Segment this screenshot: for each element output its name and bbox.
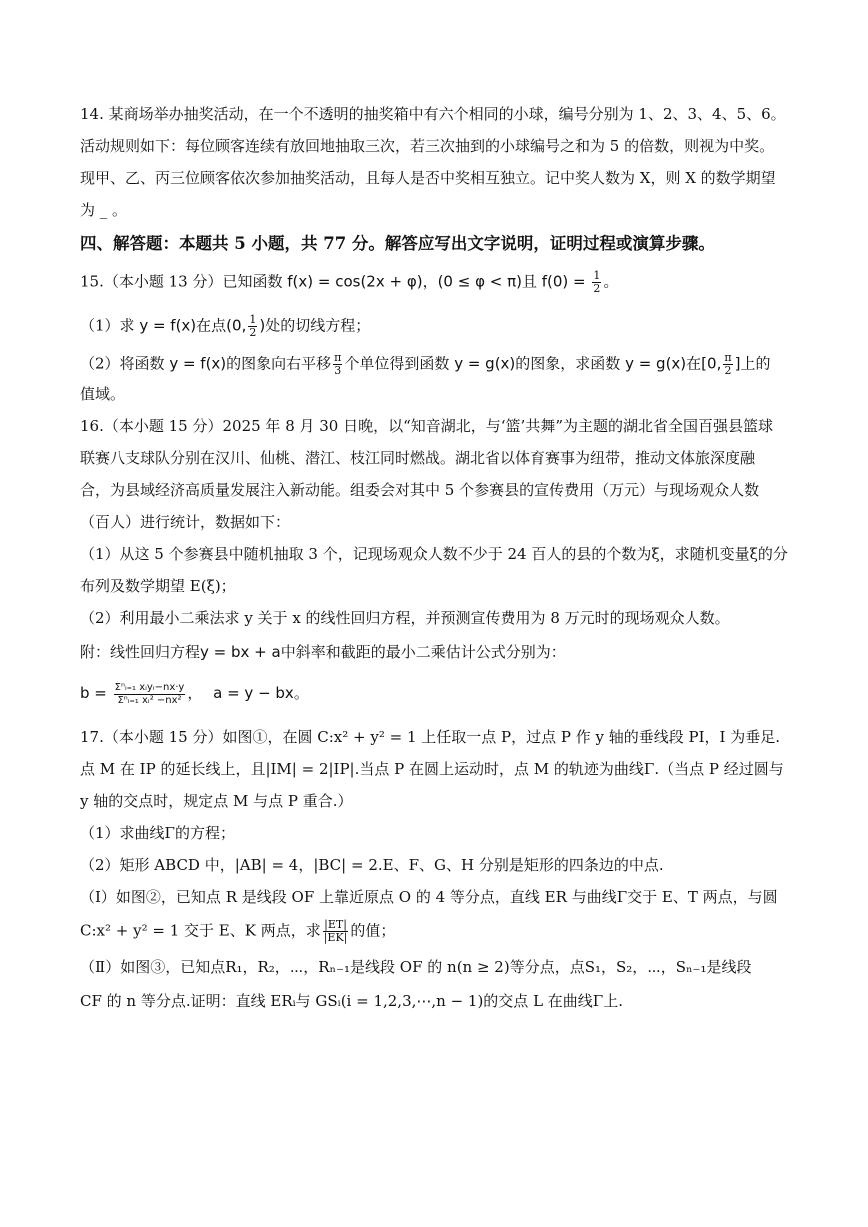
q15-p1-c: 在点 (196, 316, 227, 335)
q16-part1-b: 布列及数学期望 E(ξ)； (80, 577, 236, 595)
q14-line1: 14. 某商场举办抽奖活动，在一个不透明的抽奖箱中有六个相同的小球，编号分别为 1、2、3、4、5、6。 (80, 105, 786, 123)
q15-part2-cont: 值域。 (80, 385, 126, 403)
q17-part2: （2）矩形 ABCD 中，|AB| = 4，|BC| = 2.E、F、G、H 分别是矩形的四条边的中点. (80, 856, 664, 874)
q17-part2-ii-b: CF 的 n 等分点.证明：直线 ERᵢ与 GSᵢ(i = 1,2,3,⋯,n − 1)的交点 L 在曲线Γ上. (80, 992, 623, 1010)
section-heading: 四、解答题：本题共 5 小题，共 77 分。解答应写出文字说明，证明过程或演算步骤。 (80, 234, 715, 253)
q15-p2-k: 上的 (740, 354, 771, 373)
a-formula: a = y − bx (213, 684, 294, 702)
q16-note-b: 中斜率和截距的最小二乘估计公式分别为： (280, 643, 566, 661)
q17-part2-i-a: （Ⅰ）如图②，已知点 R 是线段 OF 上靠近原点 O 的 4 等分点，直线 ER 与曲线Γ交于 E、T 两点，与圆 (80, 888, 778, 906)
b-formula-lhs: b = (80, 684, 107, 702)
q15-stem (80, 270, 618, 295)
q15-part1 (80, 314, 370, 339)
q14-line4: 为 _ 。 (80, 201, 128, 219)
q15-p2-g: y = g(x) (454, 354, 516, 373)
q15-p2-g2: y = g(x) (625, 354, 687, 373)
q16-line1: 16.（本小题 15 分）2025 年 8 月 30 日晚，以“知音湖北，与‘篮’共舞”为主题的湖北省全国百强县篮球 (80, 417, 773, 435)
q14-line2: 活动规则如下：每位顾客连续有放回地抽取三次，若三次抽到的小球编号之和为 5 的倍数，则视为中奖。 (80, 137, 775, 155)
et-ek-fraction: $\frac{|ET|}{|EK|}$ (323, 918, 348, 944)
q15-stem-end: 。 (603, 272, 619, 291)
q16-line2: 联赛八支球队分别在汉川、仙桃、潜江、枝江同时燃战。湖北省以体育赛事为纽带，推动文体旅深度融 (80, 449, 756, 467)
pi-half-fraction: $\frac{\pi}{2}$ (724, 351, 732, 377)
q16-part2: （2）利用最小二乘法求 y 关于 x 的线性回归方程，并预测宣传费用为 8 万元时的现场观众人数。 (80, 609, 730, 627)
q15-p2-h: 在 (686, 354, 702, 373)
q17-pi2-b: 的值； (350, 921, 396, 940)
q17-part2-ii-a: （Ⅱ）如图③，已知点R₁，R₂，⋯，Rₙ₋₁是线段 OF 的 n(n ≥ 2)等分点，点S₁，S₂，⋯，Sₙ₋₁是线段 (80, 958, 752, 976)
q15-f0: f(0) = (541, 272, 586, 291)
q15-p1-tail: 处的切线方程； (265, 316, 371, 335)
q15-stem-c: 且 (521, 272, 542, 291)
q15-p2-func: y = f(x) (169, 354, 227, 373)
q15-p2-a: （2）将函数 (80, 354, 170, 373)
q15-p2-interval: [0, (701, 354, 722, 373)
q14-line3: 现甲、乙、丙三位顾客依次参加抽奖活动，且每人是否中奖相互独立。记中奖人数为 X，则 X 的数学期望 (80, 169, 776, 187)
half-fraction-2: $\frac{1}{2}$ (249, 313, 257, 339)
q17-part2-i-b (80, 919, 395, 944)
q16-note (80, 642, 566, 662)
q17-line2: 点 M 在 IP 的延长线上，且|IM| = 2|IP|.当点 P 在圆上运动时，点 M 的轨迹为曲线Γ.（当点 P 经过圆与 (80, 760, 784, 778)
q16-line4: （百人）进行统计，数据如下： (80, 513, 291, 531)
q15-p2-d: 个单位得到函数 (344, 354, 455, 373)
q17-pi2-a: C:x² + y² = 1 交于 E、K 两点，求 (80, 921, 321, 940)
q15-p1-point: (0, (226, 316, 247, 335)
q15-part2 (80, 352, 770, 377)
q15-function: f(x) = cos(2x + φ)，(0 ≤ φ < π) (287, 272, 522, 291)
q15-stem-a: 15.（本小题 13 分）已知函数 (80, 272, 288, 291)
regression-equation: y = bx + a (200, 643, 281, 661)
q17-line1: 17.（本小题 15 分）如图①，在圆 C:x² + y² = 1 上任取一点 P，过点 P 作 y 轴的垂线段 PI，I 为垂足. (80, 728, 781, 746)
q16-part1-a: （1）从这 5 个参赛县中随机抽取 3 个，记现场观众人数不少于 24 百人的县的个数为ξ，求随机变量ξ的分 (80, 545, 788, 563)
q17-part1: （1）求曲线Γ的方程； (80, 824, 235, 842)
pi-third-fraction: $\frac{\pi}{3}$ (334, 351, 342, 377)
q15-p1-func: y = f(x) (139, 316, 197, 335)
q15-p2-f: 的图象，求函数 (515, 354, 626, 373)
q15-p2-bracket: ] (734, 354, 741, 373)
b-formula-fraction: $\frac{\text{Σⁿᵢ₌₁ xᵢyᵢ−nx·y}}{\text{Σⁿᵢ₌₁ xᵢ² −nx²}}$ (114, 681, 185, 706)
q17-line3: y 轴的交点时，规定点 M 与点 P 重合.） (80, 792, 353, 810)
q15-p1-close: ) (259, 316, 266, 335)
q16-note-a: 附：线性回归方程 (80, 643, 201, 661)
a-formula-end: 。 (293, 684, 309, 702)
q16-formulas: b = $\frac{\text{Σⁿᵢ₌₁ xᵢyᵢ−nx·y}}{\text{Σⁿᵢ₌₁ xᵢ² −nx²}}$ ， a = y − bx。 (80, 681, 309, 706)
half-fraction: $\frac{1}{2}$ (593, 269, 601, 295)
q15-p2-c: 的图象向右平移 (226, 354, 332, 373)
q15-p1-a: （1）求 (80, 316, 140, 335)
q16-line3: 合，为县域经济高质量发展注入新动能。组委会对其中 5 个参赛县的宣传费用（万元）与现场观众人数 (80, 481, 760, 499)
